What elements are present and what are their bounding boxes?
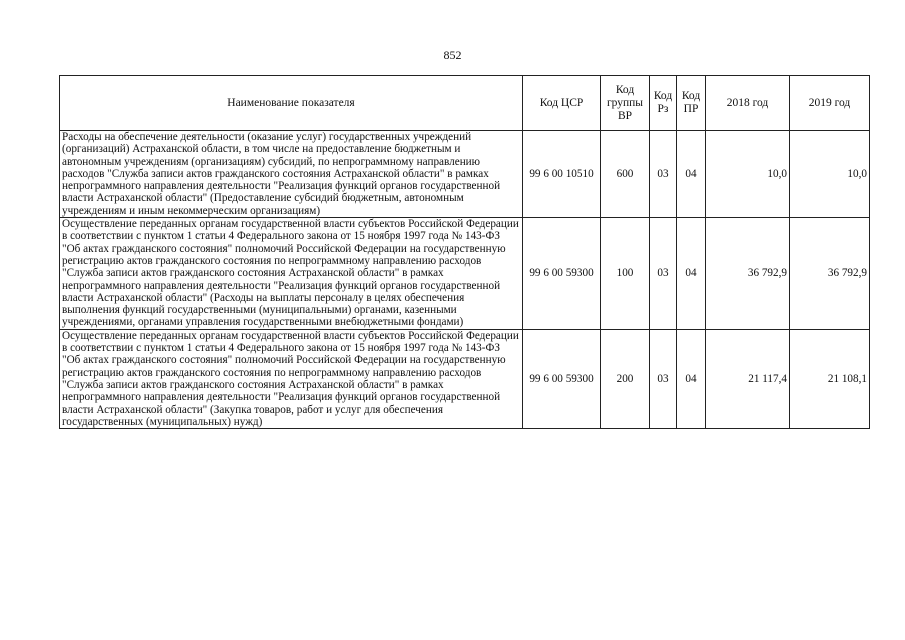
budget-table xyxy=(59,75,870,429)
row-vr-cell: 100 xyxy=(601,218,650,330)
table-row xyxy=(60,218,870,330)
row-csr-cell: 99 6 00 59300 xyxy=(523,218,601,330)
row-2019-cell: 21 108,1 xyxy=(790,329,870,428)
table-row xyxy=(60,131,870,218)
row-csr-cell: 99 6 00 10510 xyxy=(523,131,601,218)
row-csr-cell: 99 6 00 59300 xyxy=(523,329,601,428)
row-name-cell: Расходы на обеспечение деятельности (оказание услуг) государственных учреждений (организаций) Астраханской области, в том числе на предоставление бюджетным и автономным учреждениям (организациям) субсидий, по непрограммному направлению расходов "Служба записи актов гражданского состояния Астраханской области" в рамках непрограммного направления деятельности "Реализация функций органов государственной власти Астраханской области" (Предоставление субсидий бюджетным, автономным учреждениям и иным некоммерческим организациям) xyxy=(60,131,523,218)
row-name-cell: Осуществление переданных органам государственной власти субъектов Российской Федерации в соответствии с пунктом 1 статьи 4 Федерального закона от 15 ноября 1997 года № 143-ФЗ "Об актах гражданского состояния" полномочий Российской Федерации на государственную регистрацию актов гражданского состояния по непрограммному направлению расходов "Служба записи актов гражданского состояния Астраханской области" в рамках непрограммного направления деятельности "Реализация функций органов государственной власти Астраханской области" (Расходы на выплаты персоналу в целях обеспечения выполнения функций государственными (муниципальными) органами, казенными учреждениями, органами управления государственными внебюджетными фондами) xyxy=(60,218,523,330)
page-number: 852 xyxy=(443,48,462,62)
row-rz-cell: 03 xyxy=(650,131,677,218)
table-header-row xyxy=(60,76,870,131)
header-csr-code: Код ЦСР xyxy=(523,76,601,131)
row-2018-cell: 10,0 xyxy=(706,131,790,218)
row-vr-cell: 200 xyxy=(601,329,650,428)
header-name: Наименование показателя xyxy=(60,76,523,131)
row-vr-cell: 600 xyxy=(601,131,650,218)
row-2018-cell: 36 792,9 xyxy=(706,218,790,330)
header-year-2019: 2019 год xyxy=(790,76,870,131)
row-name-cell: Осуществление переданных органам государственной власти субъектов Российской Федерации в соответствии с пунктом 1 статьи 4 Федерального закона от 15 ноября 1997 года № 143-ФЗ "Об актах гражданского состояния" полномочий Российской Федерации на государственную регистрацию актов гражданского состояния по непрограммному направлению расходов "Служба записи актов гражданского состояния Астраханской области" в рамках непрограммного направления деятельности "Реализация функций органов государственной власти Астраханской области" (Закупка товаров, работ и услуг для обеспечения государственных (муниципальных) нужд) xyxy=(60,329,523,428)
header-year-2018: 2018 год xyxy=(706,76,790,131)
row-2018-cell: 21 117,4 xyxy=(706,329,790,428)
header-vr-group-code: Код группы ВР xyxy=(601,76,650,131)
header-rz-code: Код Рз xyxy=(650,76,677,131)
row-pr-cell: 04 xyxy=(677,131,706,218)
header-pr-code: Код ПР xyxy=(677,76,706,131)
row-2019-cell: 36 792,9 xyxy=(790,218,870,330)
row-pr-cell: 04 xyxy=(677,329,706,428)
row-2019-cell: 10,0 xyxy=(790,131,870,218)
table-row xyxy=(60,329,870,428)
row-rz-cell: 03 xyxy=(650,329,677,428)
row-pr-cell: 04 xyxy=(677,218,706,330)
row-rz-cell: 03 xyxy=(650,218,677,330)
